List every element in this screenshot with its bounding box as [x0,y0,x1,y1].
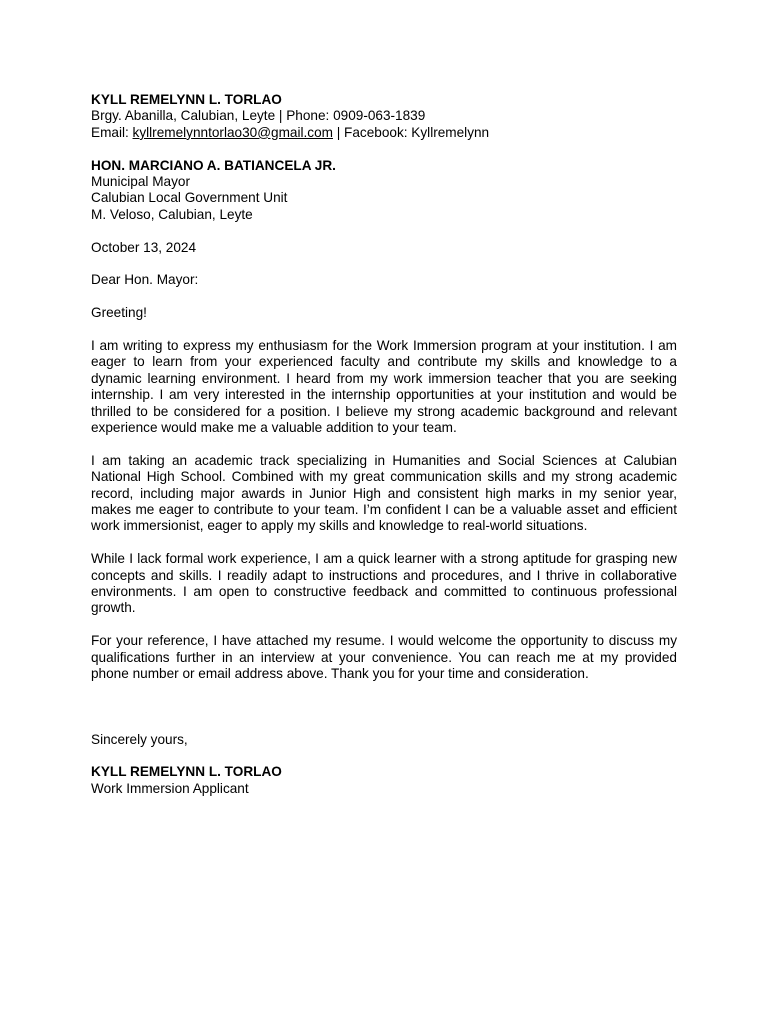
body-paragraph-2: I am taking an academic track specializing in Humanities and Social Sciences at Calubian National High School. Combined with my great communication skills and my strong academic record, including major awards in Junior High and consistent high marks in my senior year, makes me eager to contribute to your team. I’m confident I can be a valuable asset and efficient work immersionist, eager to apply my skills and knowledge to real-world situations. [91,452,677,534]
recipient-name: HON. MARCIANO A. BATIANCELA JR. [91,157,336,173]
body-paragraph-4: For your reference, I have attached my resume. I would welcome the opportunity to discuss my qualifications further in an interview at your convenience. You can reach me at my provided phone number or email address above. Thank you for your time and consideration. [91,633,677,682]
sender-contact-line [91,125,677,141]
signature-name: KYLL REMELYNN L. TORLAO [91,764,282,780]
sender-block [91,92,677,141]
recipient-address: M. Veloso, Calubian, Leyte [91,206,253,222]
letter-date: October 13, 2024 [91,239,197,255]
cover-letter [91,92,677,797]
signature-title: Work Immersion Applicant [91,780,249,796]
email-link[interactable]: kyllremelynntorlao30@gmail.com [132,124,333,140]
body-paragraph-1: I am writing to express my enthusiasm for the Work Immersion program at your institution. I am eager to learn from your experienced faculty and contribute my skills and knowledge to a dynamic learning environment. I heard from my work immersion teacher that you are seeking internship. I am very interested in the internship opportunities at your institution and would be thrilled to be considered for a position. I believe my strong academic background and relevant experience would make me a valuable addition to your team. [91,338,677,436]
salutation: Dear Hon. Mayor: [91,272,199,288]
signature-block [91,764,677,797]
body-paragraph-3: While I lack formal work experience, I am a quick learner with a strong aptitude for grasping new concepts and skills. I readily adapt to instructions and procedures, and I thrive in collaborative environments. I am open to constructive feedback and committed to continuous professional growth. [91,551,677,616]
greeting: Greeting! [91,305,147,321]
recipient-block [91,158,677,224]
recipient-office: Calubian Local Government Unit [91,190,288,206]
closing: Sincerely yours, [91,731,188,747]
recipient-title: Municipal Mayor [91,174,190,190]
facebook-text: | Facebook: Kyllremelynn [332,124,490,140]
sender-address-phone: Brgy. Abanilla, Calubian, Leyte | Phone: 0909-063-1839 [91,108,426,124]
sender-name: KYLL REMELYNN L. TORLAO [91,92,282,107]
email-label: Email: [91,124,133,140]
